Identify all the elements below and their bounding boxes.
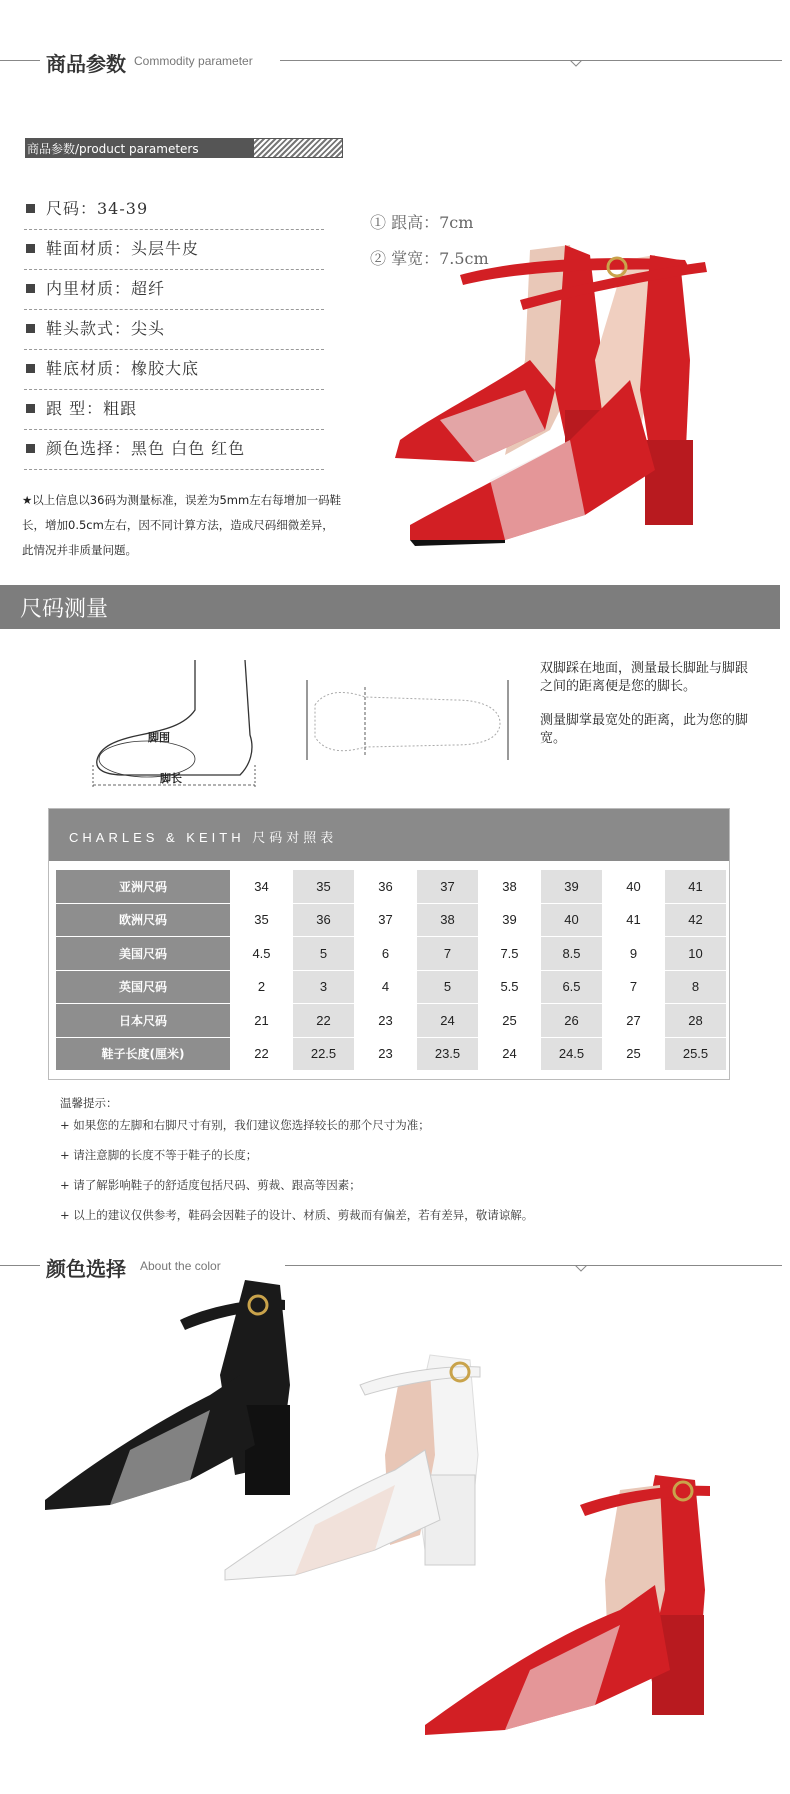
size-cell: 21 (231, 1004, 292, 1037)
size-cell: 6.5 (541, 971, 602, 1004)
bullet-icon (26, 284, 35, 293)
size-cell: 36 (293, 904, 354, 937)
size-row-label: 英国尺码 (56, 971, 230, 1004)
divider (0, 1265, 40, 1266)
size-table (55, 869, 727, 1071)
section-subtitle: Commodity parameter (134, 54, 253, 68)
size-cell: 40 (541, 904, 602, 937)
hatch-decoration (253, 138, 343, 158)
size-cell: 23 (355, 1004, 416, 1037)
param-size: 尺码：34-39 (46, 199, 149, 218)
param-row (24, 270, 324, 310)
size-cell: 39 (479, 904, 540, 937)
divider (285, 1265, 782, 1266)
size-section-bar (0, 585, 780, 629)
size-cell: 6 (355, 937, 416, 970)
size-section-title: 尺码测量 (20, 597, 109, 622)
measure-length-text: 双脚踩在地面，测量最长脚趾与脚跟之间的距离便是您的脚长。 (540, 661, 749, 694)
size-cell: 36 (355, 870, 416, 903)
param-row (24, 310, 324, 350)
section-title: 颜色选择 (46, 1257, 126, 1281)
forefoot-width: ② 掌宽：7.5cm (370, 249, 489, 268)
size-row-label: 日本尺码 (56, 1004, 230, 1037)
size-row (56, 937, 726, 970)
param-row (24, 190, 324, 230)
size-cell: 40 (603, 870, 664, 903)
param-title-bar (25, 138, 343, 158)
size-cell: 41 (603, 904, 664, 937)
size-cell: 23 (355, 1038, 416, 1071)
size-row-label: 欧洲尺码 (56, 904, 230, 937)
size-cell: 22 (293, 1004, 354, 1037)
param-upper: 鞋面材质：头层牛皮 (46, 239, 200, 258)
heel-height: ① 跟高：7cm (370, 213, 474, 232)
section-header-params (0, 40, 790, 80)
divider (0, 60, 40, 61)
size-cell: 5 (293, 937, 354, 970)
bullet-icon (26, 444, 35, 453)
size-cell: 25 (603, 1038, 664, 1071)
param-list (24, 190, 324, 470)
tips (60, 1095, 533, 1237)
notch-icon (575, 1265, 587, 1277)
red-shoe-image (355, 240, 755, 560)
divider (280, 60, 782, 61)
param-row (24, 230, 324, 270)
size-row-label: 亚洲尺码 (56, 870, 230, 903)
size-cell: 4 (355, 971, 416, 1004)
bullet-icon (26, 364, 35, 373)
size-cell: 8.5 (541, 937, 602, 970)
size-row (56, 870, 726, 903)
tip-item: + 如果您的左脚和右脚尺寸有别，我们建议您选择较长的那个尺寸为准； (60, 1118, 430, 1132)
bullet-icon (26, 404, 35, 413)
size-cell: 9 (603, 937, 664, 970)
measure-note: ★以上信息以36码为测量标准，误差为5mm左右每增加一码鞋长，增加0.5cm左右，因不同计算方法，造成尺码细微差异，此情况并非质量问题。 (22, 493, 342, 557)
size-row-label: 鞋子长度(厘米) (56, 1038, 230, 1071)
size-cell: 25.5 (665, 1038, 726, 1071)
size-row (56, 971, 726, 1004)
foot-length-label: 脚长 (160, 772, 182, 785)
size-cell: 2 (231, 971, 292, 1004)
size-cell: 25 (479, 1004, 540, 1037)
section-title: 商品参数 (46, 52, 126, 76)
size-cell: 24 (417, 1004, 478, 1037)
foot-girth-label: 脚围 (148, 731, 170, 744)
size-cell: 38 (479, 870, 540, 903)
size-row (56, 1038, 726, 1071)
size-cell: 24.5 (541, 1038, 602, 1071)
size-cell: 27 (603, 1004, 664, 1037)
param-title: 商品参数/product parameters (27, 142, 199, 156)
size-cell: 41 (665, 870, 726, 903)
size-cell: 10 (665, 937, 726, 970)
size-chart (48, 808, 730, 1080)
section-subtitle: About the color (140, 1259, 221, 1273)
tip-item: + 以上的建议仅供参考，鞋码会因鞋子的设计、材质、剪裁而有偏差，若有差异，敬请谅解。 (60, 1208, 534, 1222)
size-cell: 34 (231, 870, 292, 903)
size-row-label: 美国尺码 (56, 937, 230, 970)
size-chart-header (49, 809, 729, 861)
size-row (56, 904, 726, 937)
size-cell: 4.5 (231, 937, 292, 970)
param-row (24, 430, 324, 470)
size-cell: 38 (417, 904, 478, 937)
size-cell: 35 (231, 904, 292, 937)
red-shoe-image (420, 1460, 730, 1740)
param-row (24, 390, 324, 430)
size-cell: 37 (417, 870, 478, 903)
size-cell: 7 (603, 971, 664, 1004)
param-sole: 鞋底材质：橡胶大底 (46, 359, 200, 378)
param-heel: 跟 型：粗跟 (46, 399, 138, 418)
bullet-icon (26, 244, 35, 253)
measure-width-text: 测量脚掌最宽处的距离，此为您的脚宽。 (540, 713, 749, 746)
measure-instructions (540, 660, 755, 764)
foot-top-diagram (305, 675, 510, 770)
size-cell: 7.5 (479, 937, 540, 970)
tips-title: 温馨提示： (60, 1096, 118, 1110)
size-cell: 26 (541, 1004, 602, 1037)
size-cell: 37 (355, 904, 416, 937)
size-cell: 24 (479, 1038, 540, 1071)
param-lining: 内里材质：超纤 (46, 279, 166, 298)
notch-icon (570, 60, 582, 72)
tip-item: + 请了解影响鞋子的舒适度包括尺码、剪裁、跟高等因素； (60, 1178, 361, 1192)
size-cell: 8 (665, 971, 726, 1004)
param-row (24, 350, 324, 390)
size-cell: 28 (665, 1004, 726, 1037)
size-row (56, 1004, 726, 1037)
tip-item: + 请注意脚的长度不等于鞋子的长度； (60, 1148, 258, 1162)
param-toe: 鞋头款式：尖头 (46, 319, 166, 338)
size-cell: 22 (231, 1038, 292, 1071)
size-cell: 35 (293, 870, 354, 903)
size-cell: 39 (541, 870, 602, 903)
bullet-icon (26, 204, 35, 213)
size-cell: 7 (417, 937, 478, 970)
size-cell: 5.5 (479, 971, 540, 1004)
size-cell: 22.5 (293, 1038, 354, 1071)
param-color: 颜色选择：黑色 白色 红色 (46, 439, 246, 458)
size-cell: 42 (665, 904, 726, 937)
size-cell: 23.5 (417, 1038, 478, 1071)
bullet-icon (26, 324, 35, 333)
size-cell: 5 (417, 971, 478, 1004)
size-chart-title: CHARLES & KEITH 尺码对照表 (69, 830, 338, 845)
size-cell: 3 (293, 971, 354, 1004)
